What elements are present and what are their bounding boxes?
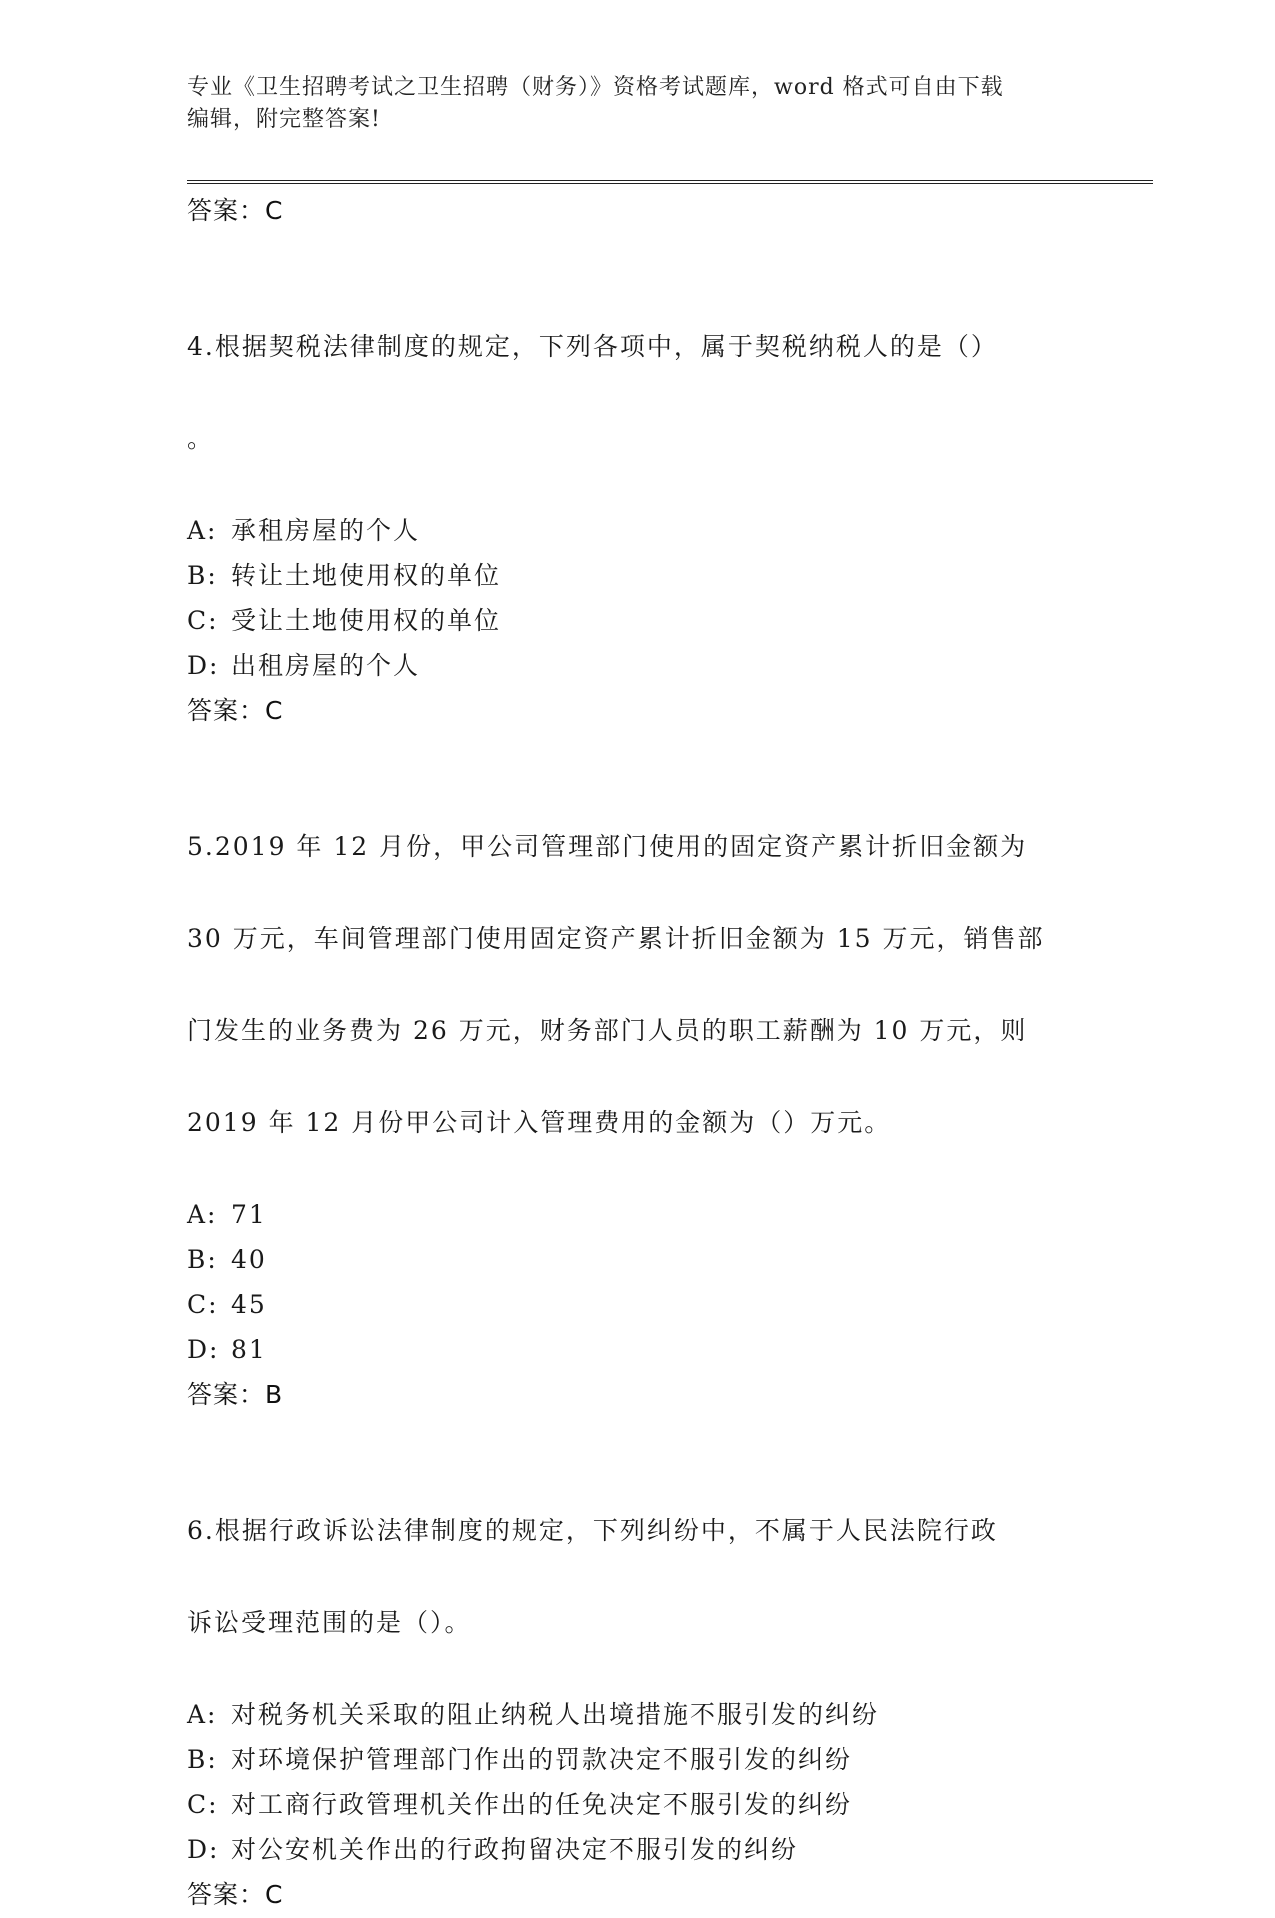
option-text: 71 (231, 1200, 267, 1229)
option-b (187, 1237, 1087, 1282)
question-stem-line: 30 万元，车间管理部门使用固定资产累计折旧金额为 15 万元，销售部 (187, 924, 1045, 953)
question-block (187, 278, 1087, 734)
option-c (187, 1282, 1087, 1327)
option-d (187, 1827, 1087, 1872)
header-line-1: 专业《卫生招聘考试之卫生招聘（财务）》资格考试题库，word 格式可自由下载 (187, 75, 1004, 100)
answer-line: 答案：C (187, 696, 284, 725)
header-divider (187, 180, 1153, 181)
spacer (187, 234, 1087, 278)
option-b (187, 553, 1087, 598)
question-stem (187, 1462, 1087, 1692)
option-key: A: (187, 1700, 218, 1729)
option-a (187, 1192, 1087, 1237)
option-c (187, 1782, 1087, 1827)
option-b (187, 1737, 1087, 1782)
option-text: 出租房屋的个人 (231, 651, 421, 680)
option-key: D: (187, 651, 220, 680)
option-key: C: (187, 606, 219, 635)
option-key: A: (187, 1200, 218, 1229)
option-key: B: (187, 561, 218, 590)
question-stem-line: 。 (187, 424, 215, 453)
question-stem-line: 5.2019 年 12 月份，甲公司管理部门使用的固定资产累计折旧金额为 (187, 832, 1028, 861)
option-key: D: (187, 1335, 220, 1364)
option-text: 对公安机关作出的行政拘留决定不服引发的纠纷 (231, 1835, 799, 1864)
answer-line: 答案：C (187, 1880, 284, 1909)
header-divider-secondary (187, 183, 1153, 184)
answer-line: 答案：C (187, 196, 284, 225)
option-key: B: (187, 1745, 218, 1774)
question-list (187, 188, 1087, 1918)
option-key: A: (187, 516, 218, 545)
option-key: B: (187, 1245, 218, 1274)
option-text: 45 (231, 1290, 267, 1319)
question-stem (187, 278, 1087, 508)
question-block (187, 1462, 1087, 1918)
question-stem-line: 4.根据契税法律制度的规定，下列各项中，属于契税纳税人的是（） (187, 332, 998, 361)
option-c (187, 598, 1087, 643)
answer-line: 答案：B (187, 1380, 284, 1409)
option-d (187, 643, 1087, 688)
option-text: 对税务机关采取的阻止纳税人出境措施不服引发的纠纷 (231, 1700, 880, 1729)
option-text: 承租房屋的个人 (231, 516, 421, 545)
question-stem-line: 门发生的业务费为 26 万元，财务部门人员的职工薪酬为 10 万元，则 (187, 1016, 1028, 1045)
spacer (187, 1418, 1087, 1462)
option-text: 对工商行政管理机关作出的任免决定不服引发的纠纷 (231, 1790, 853, 1819)
spacer (187, 734, 1087, 778)
option-key: D: (187, 1835, 220, 1864)
option-a (187, 1692, 1087, 1737)
question-stem-line: 2019 年 12 月份甲公司计入管理费用的金额为（）万元。 (187, 1108, 892, 1137)
option-text: 对环境保护管理部门作出的罚款决定不服引发的纠纷 (231, 1745, 853, 1774)
question-stem (187, 778, 1087, 1192)
question-block (187, 778, 1087, 1418)
option-text: 受让土地使用权的单位 (231, 606, 502, 635)
header-line-2: 编辑，附完整答案! (187, 107, 381, 132)
question-stem-line: 诉讼受理范围的是（）。 (187, 1608, 472, 1637)
option-a (187, 508, 1087, 553)
option-text: 81 (231, 1335, 267, 1364)
question-stem-line: 6.根据行政诉讼法律制度的规定，下列纠纷中，不属于人民法院行政 (187, 1516, 998, 1545)
option-text: 转让土地使用权的单位 (231, 561, 502, 590)
option-key: C: (187, 1290, 219, 1319)
option-d (187, 1327, 1087, 1372)
option-key: C: (187, 1790, 219, 1819)
option-text: 40 (231, 1245, 267, 1274)
document-header (187, 72, 1087, 136)
